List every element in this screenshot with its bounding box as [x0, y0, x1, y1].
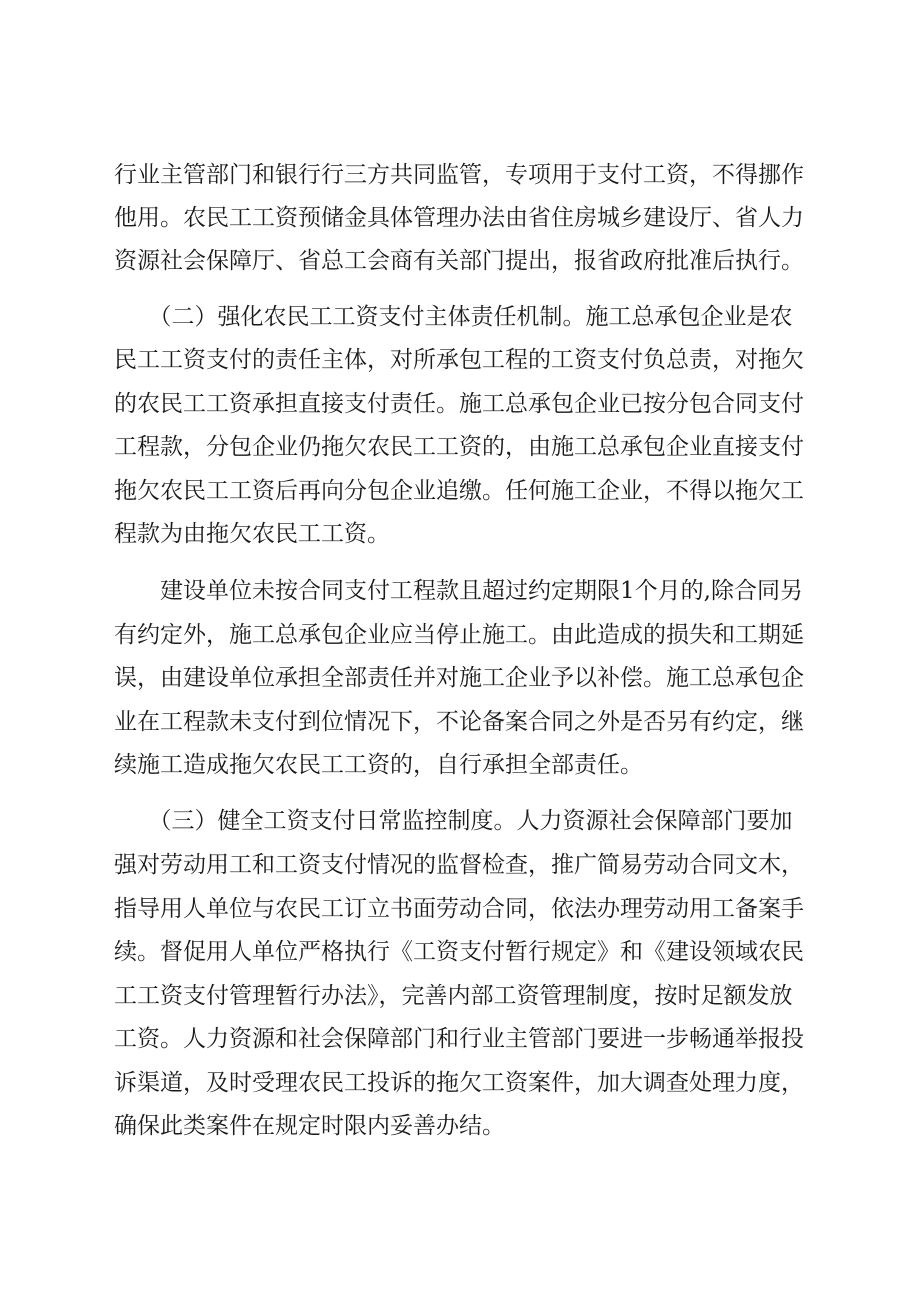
text-line: 强对劳动用工和工资支付情况的监督检查，推广简易劳动合同文木， — [114, 852, 804, 878]
text-line: 他用。农民工工资预储金具体管理办法由省住房城乡建设厅、省人力 — [114, 205, 804, 231]
text-line: 工资。人力资源和社会保障部门和行业主管部门要进一步畅通举报投 — [114, 1026, 804, 1052]
text-line: 民工工资支付的责任主体，对所承包工程的工资支付负总责，对拖欠 — [114, 347, 804, 373]
text-line: 行业主管部门和银行行三方共同监管，专项用于支付工资，不得挪作 — [114, 162, 804, 188]
text-line: 资源社会保障厅、省总工会商有关部门提出，报省政府批准后执行。 — [114, 248, 804, 274]
text-line: 指导用人单位与农民工订立书面劳动合同，依法办理劳动用工备案手 — [114, 896, 804, 922]
text-line: 误，由建设单位承担全部责任并对施工企业予以补偿。施工总承包企 — [114, 665, 804, 691]
text-line: （二）强化农民工工资支付主体责任机制。施工总承包企业是农 — [114, 304, 793, 330]
text-line: 拖欠农民工工资后再向分包企业追缴。任何施工企业，不得以拖欠工 — [114, 478, 804, 504]
text-line: 有约定外，施工总承包企业应当停止施工。由此造成的损失和工期延 — [114, 622, 804, 648]
text-line: （三）健全工资支付日常监控制度。人力资源社会保障部门要加 — [114, 808, 793, 834]
text-line: 业在工程款未支付到位情况下，不论备案合同之外是否另有约定，继 — [114, 709, 804, 735]
text-line: 工工资支付管理暂行办法》，完善内部工资管理制度，按时足额发放 — [114, 983, 793, 1009]
text-line: 工程款，分包企业仍拖欠农民工工资的，由施工总承包企业直接支付 — [114, 434, 804, 460]
text-line: 的农民工工资承担直接支付责任。施工总承包企业已按分包合同支付 — [114, 391, 804, 417]
text-line: 建设单位未按合同支付工程款且超过约定期限1个月的,除合同另 — [114, 578, 803, 604]
text-line: 确保此类案件在规定时限内妥善办结。 — [114, 1113, 505, 1139]
text-line: 续施工造成拖欠农民工工资的，自行承担全部责任。 — [114, 752, 643, 778]
text-line: 诉渠道，及时受理农民工投诉的拖欠工资案件，加大调查处理力度， — [114, 1070, 804, 1096]
text-line: 续。督促用人单位严格执行《工资支付暂行规定》和《建设领域农民 — [114, 939, 804, 965]
text-line: 程款为由拖欠农民工工资。 — [114, 521, 390, 547]
